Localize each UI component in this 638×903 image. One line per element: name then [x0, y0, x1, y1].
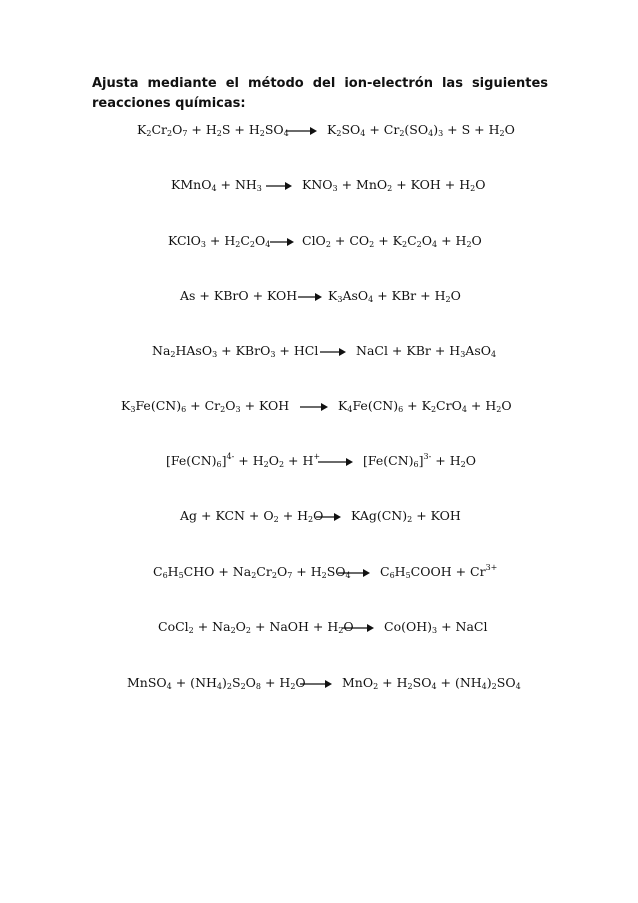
reaction-arrow-icon	[300, 402, 328, 412]
products: $Co(OH)_3$ + NaCl	[384, 619, 488, 635]
products: $ClO_2 + CO_2 + K_2C_2O_4 + H_2O$	[302, 233, 482, 249]
instruction-text: Ajusta mediante el método del ion-electrón las siguientes reacciones químicas:	[92, 76, 548, 111]
reaction-arrow-icon	[266, 181, 292, 191]
reactants: $Na_2HAsO_3$ + KBrO$_3$ + HCl	[152, 343, 319, 359]
products: $KNO_3 + MnO_2$ + KOH + $H_2O$	[302, 177, 486, 193]
products: $C_6H_5COOH + Cr^{3+}$	[380, 563, 498, 580]
products: NaCl + KBr + $H_3AsO_4$	[356, 343, 497, 359]
reaction-arrow-icon	[300, 679, 332, 689]
reaction-arrow-icon	[338, 568, 370, 578]
reaction-arrow-icon	[298, 292, 322, 302]
reaction-arrow-icon	[286, 126, 317, 136]
products: $MnO_2 + H_2SO_4 + (NH_4)_2SO_4$	[342, 675, 521, 691]
reaction-arrow-icon	[320, 347, 346, 357]
equation-row	[0, 288, 638, 308]
reactants: $K_2Cr_2O_7 + H_2S + H_2SO_4$	[137, 122, 289, 138]
equation-row	[0, 343, 638, 363]
reaction-arrow-icon	[316, 512, 341, 522]
reactants: CoCl$_2$ + $Na_2O_2$ + NaOH + $H_2O$	[158, 619, 354, 635]
equation-row	[0, 675, 638, 695]
reactants: $K_3Fe(CN)_6 + Cr_2O_3$ + KOH	[121, 398, 290, 414]
products: $K_4Fe(CN)_6 + K_2CrO_4 + H_2O$	[338, 398, 512, 414]
equation-row	[0, 122, 638, 142]
reactants: $[Fe(CN)_6]^{4-} + H_2O_2 + H^+$	[166, 452, 321, 469]
reactants: Ag + KCN + $O_2 + H_2O$	[180, 508, 324, 524]
reactants: As + KBrO + KOH	[180, 288, 298, 303]
equation-row	[0, 508, 638, 528]
reaction-arrow-icon	[270, 237, 294, 247]
products: $K_2SO_4 + Cr_2(SO_4)_3 + S + H_2O$	[327, 122, 515, 138]
equation-row	[0, 398, 638, 418]
equation-row	[0, 177, 638, 197]
reaction-arrow-icon	[318, 457, 353, 467]
equation-row	[0, 619, 638, 639]
products: $KAg(CN)_2$ + KOH	[351, 508, 461, 524]
reactants: $C_6H_5CHO + Na_2Cr_2O_7 + H_2SO_4$	[153, 564, 351, 580]
equation-row	[0, 564, 638, 584]
reactants: KMnO$_4$ + $NH_3$	[171, 177, 262, 193]
equation-row	[0, 233, 638, 253]
reactants: KClO$_3$ + $H_2C_2O_4$	[168, 233, 271, 249]
products: $[Fe(CN)_6]^{3-} + H_2O$	[363, 452, 476, 469]
reaction-arrow-icon	[342, 623, 374, 633]
products: $K_3AsO_4$ + KBr + $H_2O$	[328, 288, 461, 304]
equation-row	[0, 453, 638, 473]
reactants: MnSO$_4$ + $(NH_4)_2S_2O_8 + H_2O$	[127, 675, 306, 691]
